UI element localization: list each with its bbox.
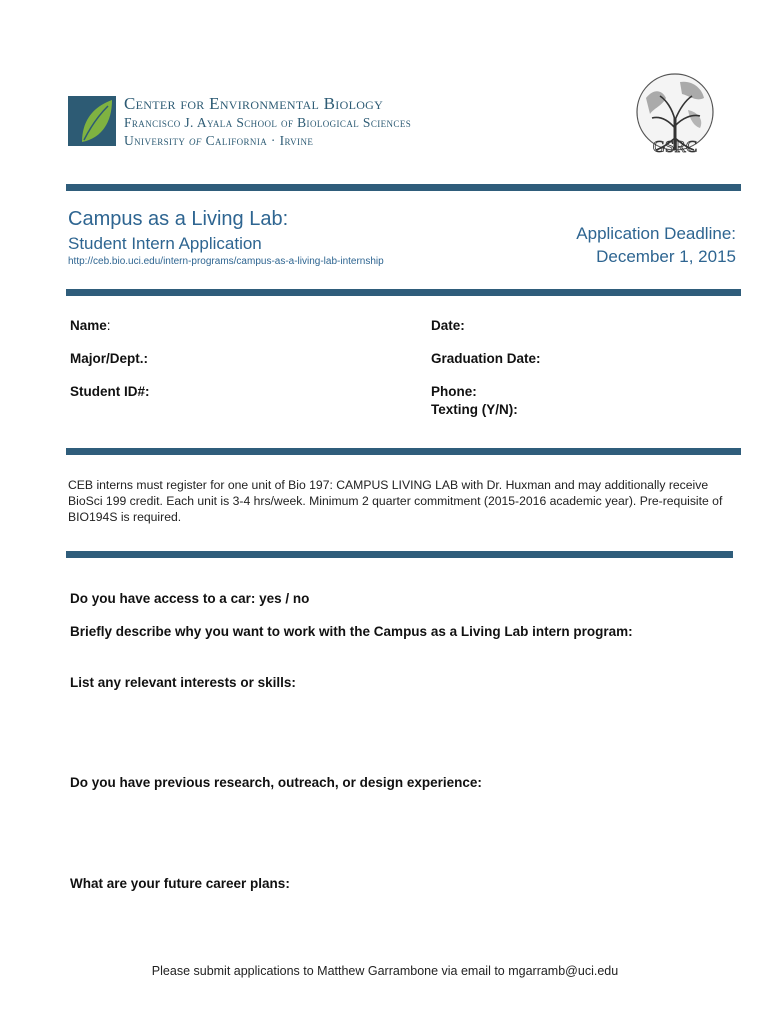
org-name-line3 <box>124 133 313 149</box>
name-colon: : <box>106 318 111 333</box>
question-experience: Do you have previous research, outreach, or design experience: <box>70 775 482 790</box>
date-field-label: Date: <box>431 318 465 333</box>
org-name-line2: Francisco J. Ayala School of Biological Sciences <box>124 115 412 130</box>
program-url: http://ceb.bio.uci.edu/intern-programs/campus-as-a-living-lab-internship <box>68 256 384 267</box>
org-name-line1: Center for Environmental Biology <box>124 94 384 113</box>
phone-field-label: Phone: <box>431 384 477 399</box>
deadline-date: December 1, 2015 <box>596 247 736 266</box>
student-id-field-label: Student ID#: <box>70 384 150 399</box>
question-career: What are your future career plans: <box>70 876 290 891</box>
divider-rule <box>66 551 733 558</box>
org-line3-of: of <box>189 133 202 148</box>
submission-instructions: Please submit applications to Matthew Garrambone via email to mgarramb@uci.edu <box>151 964 619 978</box>
divider-rule <box>66 184 741 191</box>
name-label: Name <box>70 318 107 333</box>
page-subtitle: Student Intern Application <box>68 234 262 253</box>
question-why: Briefly describe why you want to work with the Campus as a Living Lab intern program: <box>70 624 633 639</box>
deadline-block <box>576 222 736 268</box>
deadline-label: Application Deadline: <box>576 224 736 243</box>
divider-rule <box>66 289 741 296</box>
org-line3-pre: University <box>124 133 190 148</box>
name-field-label <box>70 318 111 333</box>
ceb-leaf-logo-icon <box>68 96 116 146</box>
gsrc-globe-tree-logo-icon <box>632 68 718 166</box>
divider-rule <box>66 448 741 455</box>
graduation-date-field-label: Graduation Date: <box>431 351 541 366</box>
gsrc-text: GSRC <box>652 137 698 156</box>
texting-field-label: Texting (Y/N): <box>431 402 518 417</box>
org-line3-post: California · Irvine <box>201 133 314 148</box>
question-car-access: Do you have access to a car: yes / no <box>70 591 310 606</box>
question-interests: List any relevant interests or skills: <box>70 675 296 690</box>
major-field-label: Major/Dept.: <box>70 351 149 366</box>
requirements-paragraph: CEB interns must register for one unit of Bio 197: CAMPUS LIVING LAB with Dr. Huxman and may additionally receive BioSci 199 credit. Each unit is 3-4 hrs/week. Minimum 2 quarter commitment (2015-2016 academic year). Pre-requisite of BIO194S is required. <box>68 478 723 524</box>
page-title: Campus as a Living Lab: <box>68 208 289 230</box>
